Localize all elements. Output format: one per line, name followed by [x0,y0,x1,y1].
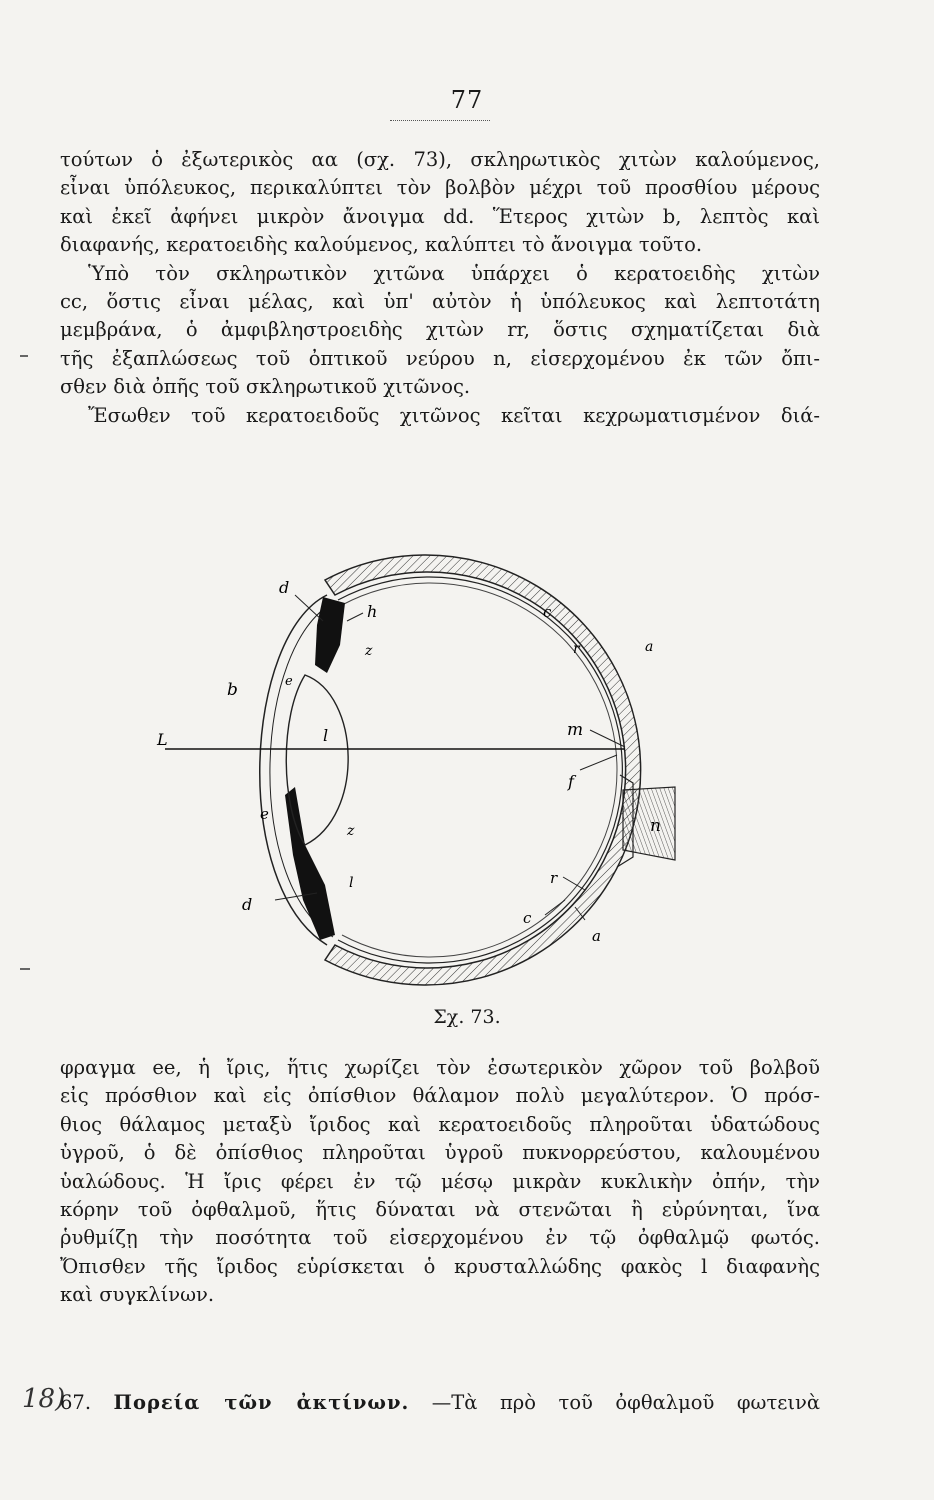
text-line: Ὑπὸ τὸν σκληρωτικὸν χιτῶνα ὑπάρχει ὁ κερατοειδὴς χιτὼν [88,261,820,285]
text-line: κόρην τοῦ ὀφθαλμοῦ, ἥτις δύναται νὰ στενῶται ἢ εὐρύνηται, ἵνα [60,1197,820,1221]
text-line: μεμβράνα, ὁ ἀμφιβληστροειδὴς χιτὼν rr, ὅστις σχηματίζεται διὰ [60,318,820,342]
section-text: —Τὰ πρὸ τοῦ ὀφθαλμοῦ φωτεινὰ [431,1391,820,1414]
paragraph-2 [60,1054,820,1310]
handwritten-margin-note: 18) [22,1384,66,1414]
optic-nerve [623,787,675,860]
text-line: θιος θάλαμος μεταξὺ ἴριδος καὶ κερατοειδοῦς πληροῦται ὑδατώδους [60,1112,820,1136]
label-r-top: r [573,641,580,657]
text-line: εἶναι ὑπόλευκος, περικαλύπτει τὸν βολβὸν μέχρι τοῦ προσθίου μέρους [60,176,820,200]
text-line: καὶ συγκλίνων. [60,1283,215,1307]
margin-mark [20,355,28,357]
label-l: l [323,726,329,745]
paragraph-1 [60,146,820,430]
text-line: ὑαλώδους. Ἡ ἴρις φέρει ἐν τῷ μέσῳ μικρὰν κυκλικὴν ὀπήν, τὴν [60,1169,820,1193]
label-h: h [367,602,378,621]
text-line: cc, ὅστις εἶναι μέλας, καὶ ὑπ' αὐτὸν ἡ ὑπόλευκος καὶ λεπτοτάτη [60,289,820,313]
header-rule [390,120,490,121]
text-line: σθεν διὰ ὀπῆς τοῦ σκληρωτικοῦ χιτῶνος. [60,375,471,399]
text-line: τούτων ὁ ἐξωτερικὸς αα (σχ. 73), σκληρωτικὸς χιτὼν καλούμενος, [60,148,820,171]
margin-mark [20,968,30,970]
label-m: m [567,720,584,740]
label-f: f [568,772,574,791]
label-c-top: c [543,603,552,621]
text-line: Ἔσωθεν τοῦ κερατοειδοῦς χιτῶνος κεῖται κεχρωματισμένον διά- [88,403,820,427]
section-title: Πορεία τῶν ἀκτίνων. [113,1391,410,1414]
label-c-bottom: c [523,909,532,927]
label-z-bottom: z [347,823,355,839]
page-number: 77 [450,86,484,114]
figure-caption: Σχ. 73. [433,1006,501,1028]
text-line: τῆς ἐξαπλώσεως τοῦ ὀπτικοῦ νεύρου n, εἰσερχομένου ἐκ τῶν ὄπι- [60,346,820,370]
text-line: ὑγροῦ, ὁ δὲ ὀπίσθιος πληροῦται ὑγροῦ πυκνορρεύστου, καλουμένου [60,1141,820,1165]
label-d-bottom: d [242,895,253,914]
eye-diagram [155,525,695,995]
label-a-bottom: a [592,927,601,945]
label-e-top: e [285,674,293,689]
label-L: L [157,730,168,749]
section-heading [60,1391,820,1414]
label-l-bottom: l [349,875,354,891]
label-b: b [227,680,238,700]
label-e-bottom: e [260,805,269,823]
label-z-top: z [365,643,373,659]
text-line: εἰς πρόσθιον καὶ εἰς ὀπίσθιον θάλαμον πολὺ μεγαλύτερον. Ὁ πρόσ- [60,1084,820,1108]
label-r-bottom: r [550,869,558,887]
label-d-top: d [279,578,290,597]
text-line: ῥυθμίζῃ τὴν ποσότητα τοῦ εἰσερχομένου ἐν τῷ ὀφθαλμῷ φωτός. [60,1226,820,1250]
label-a-top: a [645,639,654,655]
text-line: καὶ ἐκεῖ ἀφήνει μικρὸν ἄνοιγμα dd. Ἕτερος χιτὼν b, λεπτὸς καὶ [60,204,820,228]
text-line: Ὄπισθεν τῆς ἴριδος εὑρίσκεται ὁ κρυσταλλώδης φακὸς l διαφανὴς [60,1254,820,1278]
text-line: φραγμα ee, ἡ ἴρις, ἥτις χωρίζει τὸν ἐσωτερικὸν χῶρον τοῦ βολβοῦ [60,1056,820,1079]
label-n: n [650,816,661,836]
iris-top [315,597,345,673]
text-line: διαφανής, κερατοειδὴς καλούμενος, καλύπτει τὸ ἄνοιγμα τοῦτο. [60,233,703,257]
section-number: 67. [60,1391,92,1414]
